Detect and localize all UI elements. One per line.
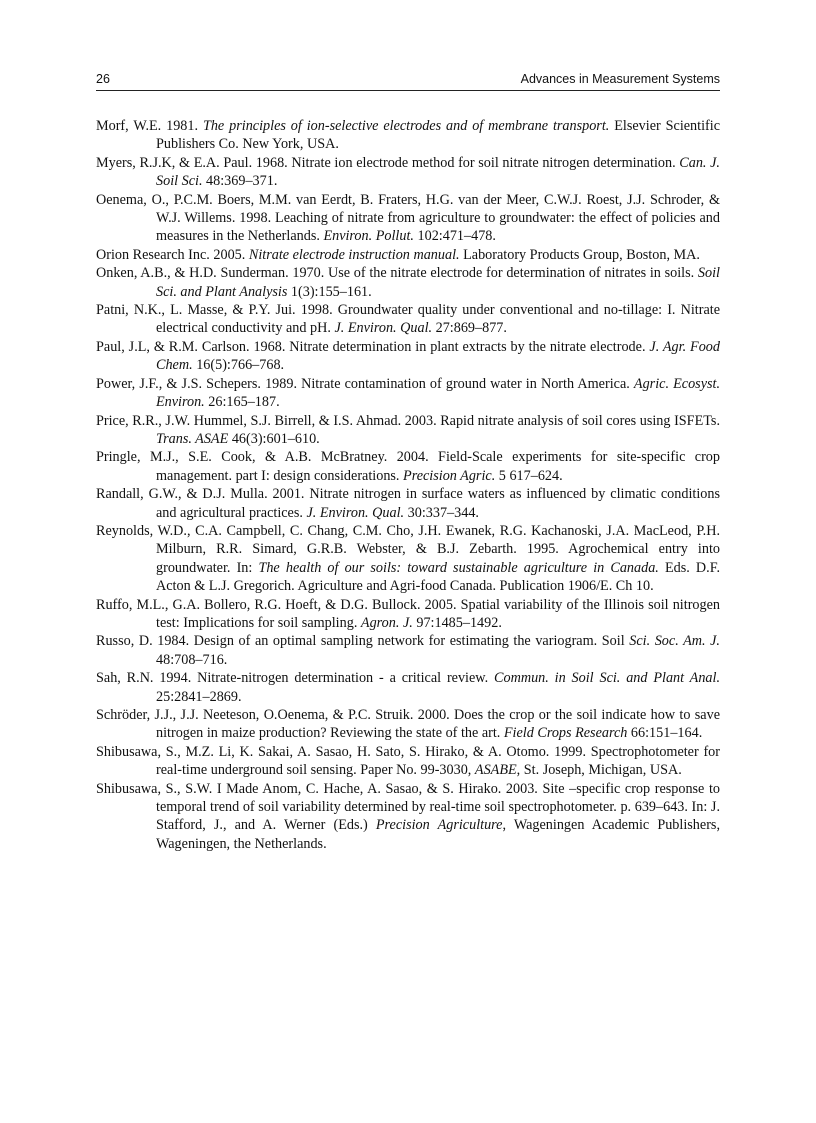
reference-entry: Shibusawa, S., S.W. I Made Anom, C. Hache, A. Sasao, & S. Hirako. 2003. Site –specific crop response to temporal trend of soil variability determined by real-time soil spectrophotometer. p. 639–643. In: J. Stafford, J., and A. Werner (Eds.) Precision Agriculture, Wageningen Academic Publishers, Wageningen, the Netherlands.	[96, 780, 720, 852]
reference-entry: Sah, R.N. 1994. Nitrate-nitrogen determination - a critical review. Commun. in Soil Sci. and Plant Anal. 25:2841–2869.	[96, 670, 721, 705]
reference-entry: Onken, A.B., & H.D. Sunderman. 1970. Use of the nitrate electrode for determination of nitrates in soils. Soil Sci. and Plant Analysis 1(3):155–161.	[96, 265, 720, 300]
reference-entry: Reynolds, W.D., C.A. Campbell, C. Chang, C.M. Cho, J.H. Ewanek, R.G. Kachanoski, J.A. MacLeod, P.H. Milburn, R.R. Simard, G.R.B. Webster, & B.J. Zebarth. 1995. Agrochemical entry into groundwater. In: The health of our soils: toward sustainable agriculture in Canada. Eds. D.F. Acton & L.J. Gregorich. Agriculture and Agri-food Canada. Publication 1906/E. Ch 10.	[96, 522, 720, 595]
reference-entry: Price, R.R., J.W. Hummel, S.J. Birrell, & I.S. Ahmad. 2003. Rapid nitrate analysis of soil cores using ISFETs. Trans. ASAE 46(3):601–610.	[96, 412, 720, 447]
reference-entry: Orion Research Inc. 2005. Nitrate electrode instruction manual. Laboratory Products Group, Boston, MA.	[96, 246, 700, 263]
reference-entry: Morf, W.E. 1981. The principles of ion-selective electrodes and of membrane transport. Elsevier Scientific Publishers Co. New York, USA.	[96, 118, 720, 153]
reference-entry: Ruffo, M.L., G.A. Bollero, R.G. Hoeft, & D.G. Bullock. 2005. Spatial variability of the Illinois soil nitrogen test: Implications for soil sampling. Agron. J. 97:1485–1492.	[96, 596, 720, 631]
reference-entry: Russo, D. 1984. Design of an optimal sampling network for estimating the variogram. Soil Sci. Soc. Am. J. 48:708–716.	[96, 633, 720, 668]
running-title: Advances in Measurement Systems	[520, 72, 720, 86]
page-header	[96, 70, 720, 91]
reference-entry: Oenema, O., P.C.M. Boers, M.M. van Eerdt, B. Fraters, H.G. van der Meer, C.W.J. Roest, J.J. Schroder, & W.J. Willems. 1998. Leaching of nitrate from agriculture to groundwater: the effect of policies and measures in the Netherlands. Environ. Pollut. 102:471–478.	[96, 191, 720, 245]
reference-entry: Power, J.F., & J.S. Schepers. 1989. Nitrate contamination of ground water in North America. Agric. Ecosyst. Environ. 26:165–187.	[96, 375, 720, 411]
reference-list	[96, 117, 720, 853]
reference-entry: Shibusawa, S., M.Z. Li, K. Sakai, A. Sasao, H. Sato, S. Hirako, & A. Otomo. 1999. Spectrophotometer for real-time underground soil sensing. Paper No. 99-3030, ASABE, St. Joseph, Michigan, USA.	[96, 743, 720, 779]
page-number: 26	[96, 72, 110, 86]
reference-entry: Patni, N.K., L. Masse, & P.Y. Jui. 1998. Groundwater quality under conventional and no-tillage: I. Nitrate electrical conductivity and pH. J. Environ. Qual. 27:869–877.	[96, 302, 720, 337]
reference-entry: Randall, G.W., & D.J. Mulla. 2001. Nitrate nitrogen in surface waters as influenced by climatic conditions and agricultural practices. J. Environ. Qual. 30:337–344.	[96, 486, 720, 521]
reference-entry: Schröder, J.J., J.J. Neeteson, O.Oenema, & P.C. Struik. 2000. Does the crop or the soil indicate how to save nitrogen in maize production? Reviewing the state of the art. Field Crops Research 66:151–164.	[96, 707, 720, 742]
reference-entry: Paul, J.L, & R.M. Carlson. 1968. Nitrate determination in plant extracts by the nitrate electrode. J. Agr. Food Chem. 16(5):766–768.	[96, 338, 720, 374]
reference-entry: Pringle, M.J., S.E. Cook, & A.B. McBratney. 2004. Field-Scale experiments for site-specific crop management. part I: design considerations. Precision Agric. 5 617–624.	[96, 449, 720, 484]
reference-entry: Myers, R.J.K, & E.A. Paul. 1968. Nitrate ion electrode method for soil nitrate nitrogen determination. Can. J. Soil Sci. 48:369–371.	[96, 154, 720, 190]
